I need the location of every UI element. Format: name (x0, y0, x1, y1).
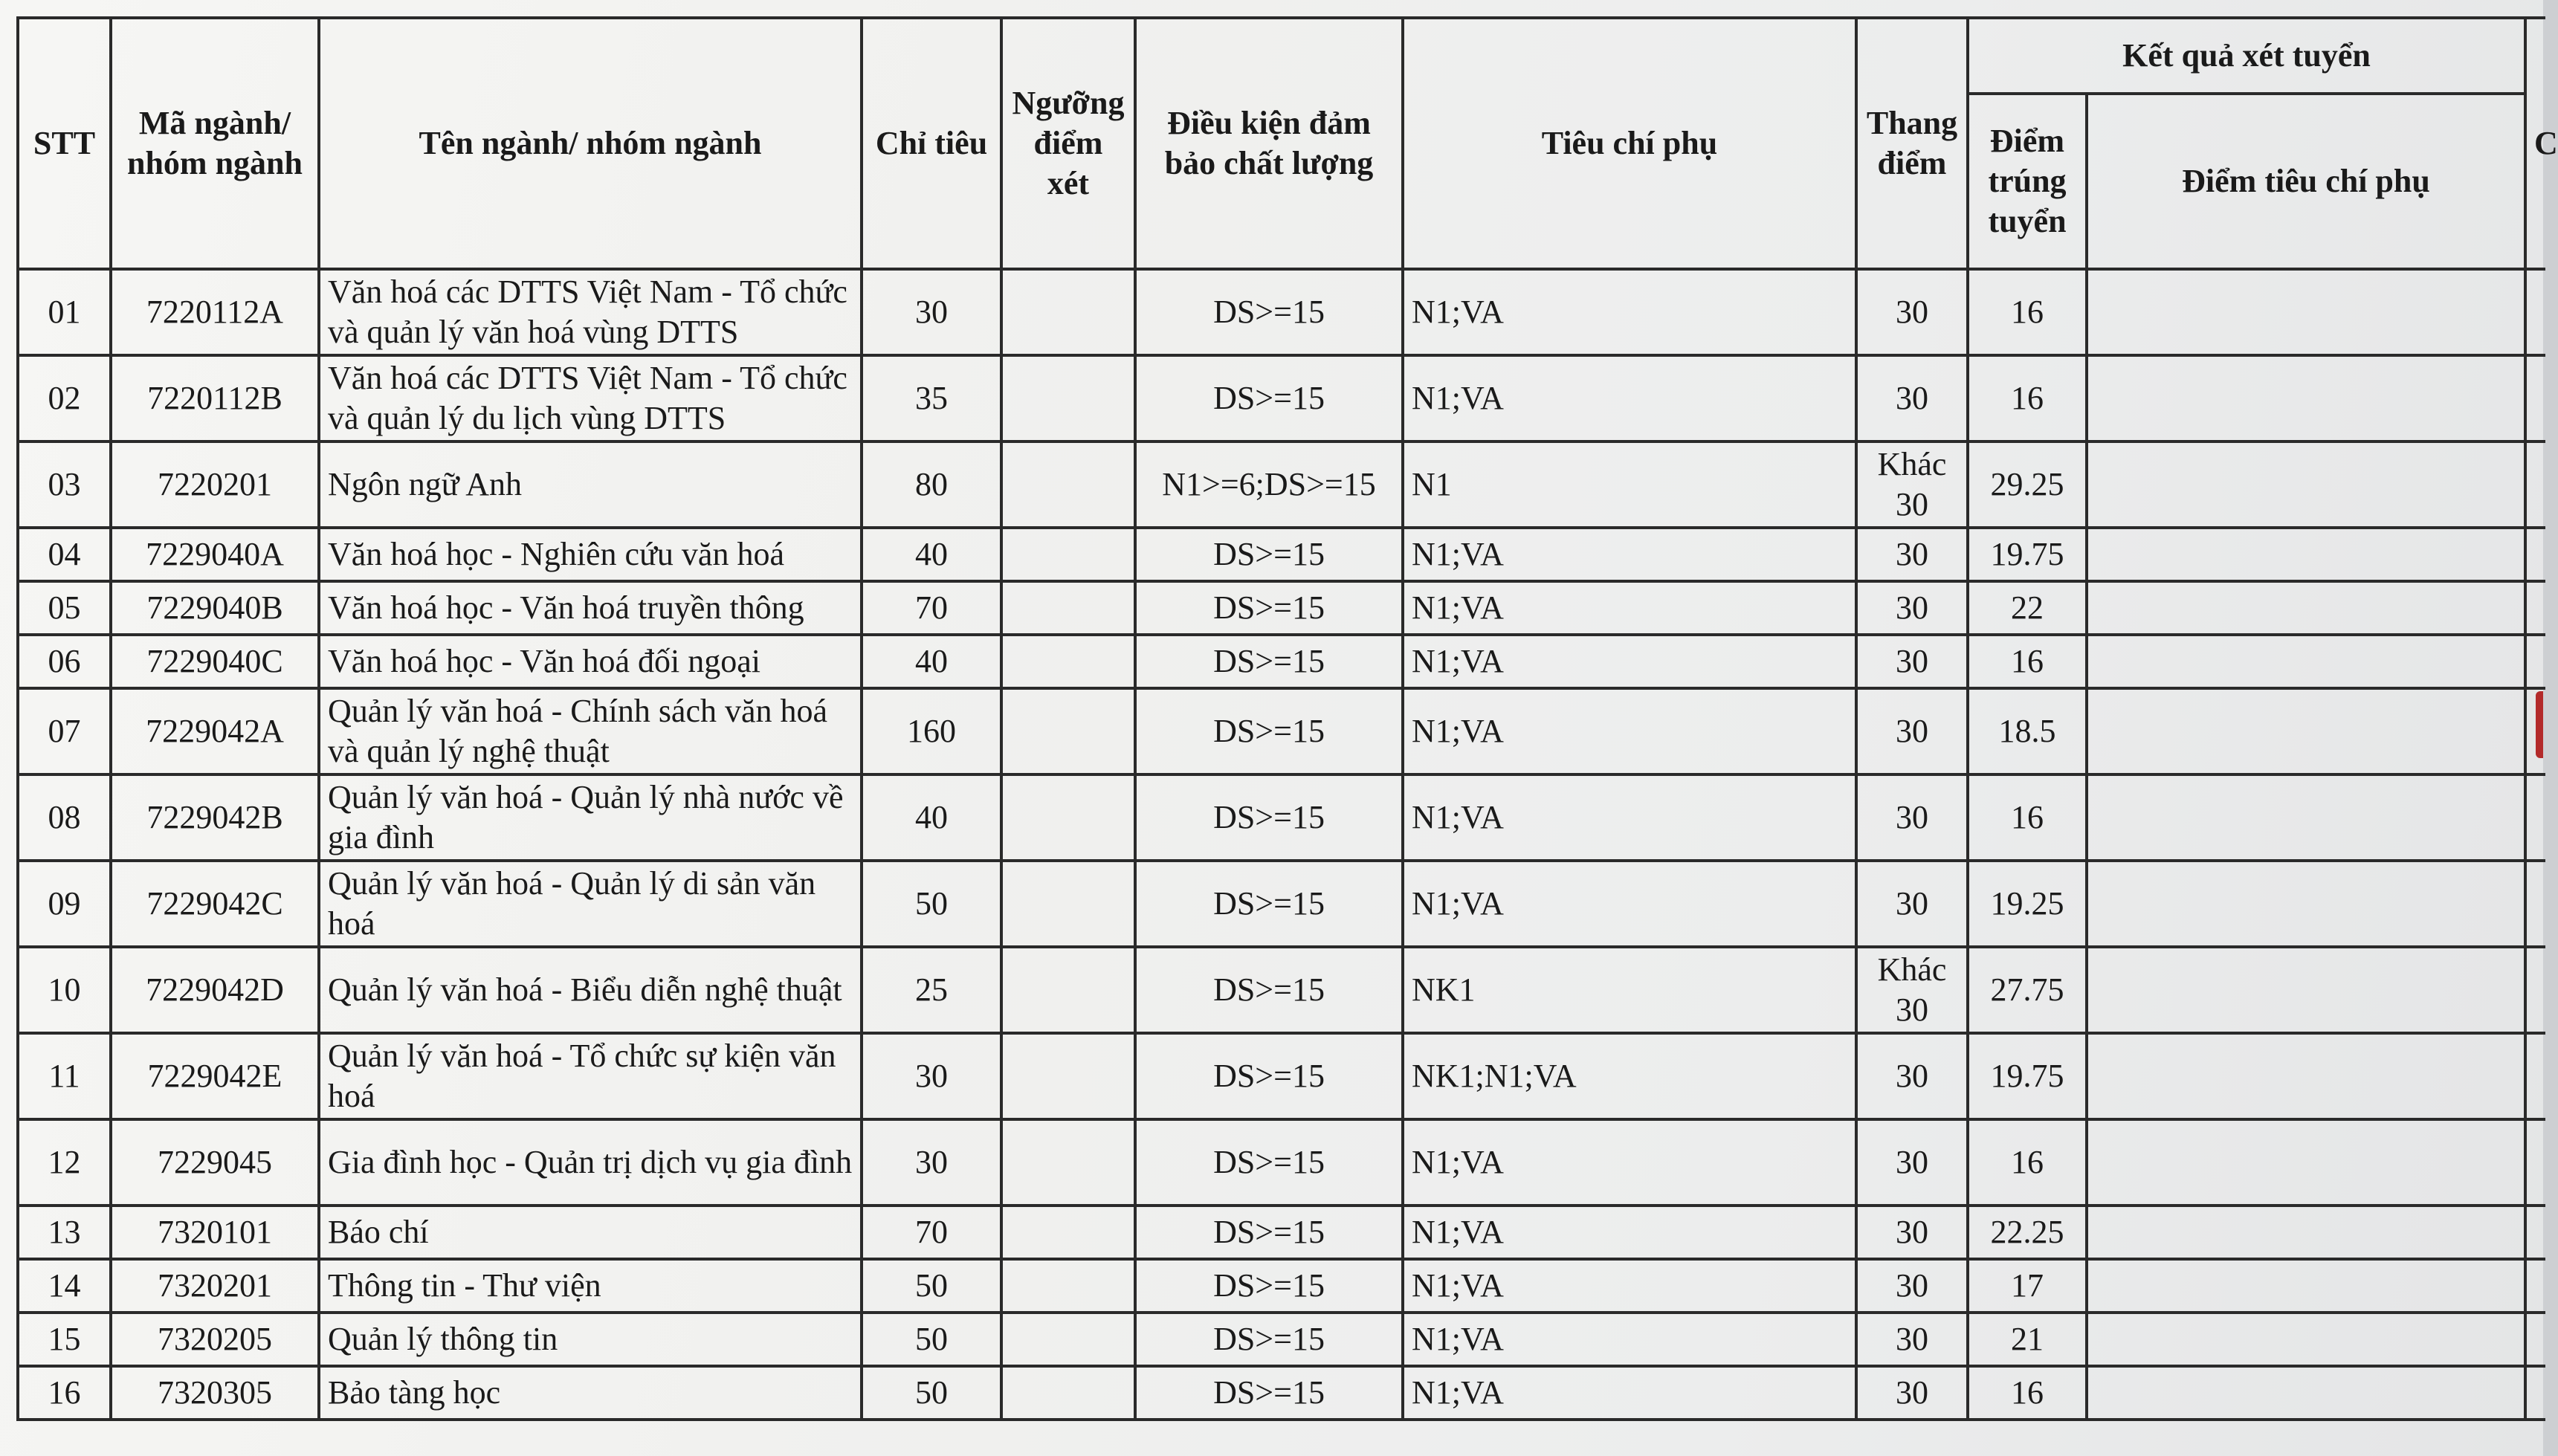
cell-criteria: N1;VA (1403, 1259, 1856, 1313)
cell-sub-score (2087, 947, 2525, 1033)
cell-cutoff: 29.25 (1968, 441, 2087, 528)
cell-stt: 11 (18, 1033, 111, 1119)
cell-name: Ngôn ngữ Anh (319, 441, 862, 528)
cell-name: Quản lý văn hoá - Chính sách văn hoá và quản lý nghệ thuật (319, 688, 862, 774)
cell-code: 7229040B (111, 581, 319, 635)
header-row-top (18, 18, 2545, 94)
cell-criteria: N1;VA (1403, 1206, 1856, 1259)
cell-cutoff: 18.5 (1968, 688, 2087, 774)
cell-stt: 03 (18, 441, 111, 528)
cell-code: 7320101 (111, 1206, 319, 1259)
cell-quota: 160 (862, 688, 1001, 774)
cell-sub-score (2087, 1206, 2525, 1259)
cell-quality: DS>=15 (1135, 861, 1403, 947)
header-code: Mã ngành/ nhóm ngành (111, 18, 319, 269)
cell-sub-score (2087, 528, 2525, 581)
cell-name: Quản lý văn hoá - Biểu diễn nghệ thuật (319, 947, 862, 1033)
cell-sub-score (2087, 1033, 2525, 1119)
cell-stt: 14 (18, 1259, 111, 1313)
header-quota: Chỉ tiêu (862, 18, 1001, 269)
cell-partial (2525, 1206, 2545, 1259)
cell-scale: 30 (1856, 1119, 1968, 1206)
cell-criteria: NK1 (1403, 947, 1856, 1033)
cell-scale: 30 (1856, 355, 1968, 441)
cell-cutoff: 19.75 (1968, 528, 2087, 581)
header-quality: Điều kiện đảm bảo chất lượng (1135, 18, 1403, 269)
cell-partial (2525, 1259, 2545, 1313)
cell-name: Quản lý văn hoá - Quản lý nhà nước về gia đình (319, 774, 862, 861)
cell-threshold (1001, 355, 1135, 441)
cell-code: 7229042A (111, 688, 319, 774)
cell-quota: 25 (862, 947, 1001, 1033)
cell-code: 7220112A (111, 269, 319, 355)
cell-sub-score (2087, 688, 2525, 774)
cell-scale: 30 (1856, 635, 1968, 688)
cell-stt: 09 (18, 861, 111, 947)
cell-stt: 16 (18, 1366, 111, 1420)
header-name: Tên ngành/ nhóm ngành (319, 18, 862, 269)
cell-quality: DS>=15 (1135, 688, 1403, 774)
header-sub-score: Điểm tiêu chí phụ (2087, 94, 2525, 269)
cell-threshold (1001, 1366, 1135, 1420)
cell-code: 7220201 (111, 441, 319, 528)
cell-quota: 50 (862, 861, 1001, 947)
cell-quality: DS>=15 (1135, 947, 1403, 1033)
cell-code: 7220112B (111, 355, 319, 441)
cell-quality: DS>=15 (1135, 355, 1403, 441)
table-row (18, 635, 2545, 688)
cell-threshold (1001, 635, 1135, 688)
cell-cutoff: 16 (1968, 269, 2087, 355)
cell-cutoff: 21 (1968, 1313, 2087, 1366)
table-row (18, 1206, 2545, 1259)
header-cutoff: Điểm trúng tuyển (1968, 94, 2087, 269)
cell-threshold (1001, 1313, 1135, 1366)
cell-criteria: NK1;N1;VA (1403, 1033, 1856, 1119)
cell-sub-score (2087, 774, 2525, 861)
cell-scale: 30 (1856, 528, 1968, 581)
cell-quota: 70 (862, 1206, 1001, 1259)
table-row (18, 1033, 2545, 1119)
cell-quality: DS>=15 (1135, 774, 1403, 861)
cell-quota: 50 (862, 1259, 1001, 1313)
red-margin-mark (2536, 691, 2543, 758)
cell-name: Văn hoá học - Văn hoá truyền thông (319, 581, 862, 635)
cell-name: Gia đình học - Quản trị dịch vụ gia đình (319, 1119, 862, 1206)
cell-sub-score (2087, 1366, 2525, 1420)
cell-quota: 50 (862, 1313, 1001, 1366)
cell-name: Quản lý văn hoá - Quản lý di sản văn hoá (319, 861, 862, 947)
cell-code: 7229040C (111, 635, 319, 688)
cell-sub-score (2087, 269, 2525, 355)
table-row (18, 774, 2545, 861)
cell-quality: DS>=15 (1135, 1119, 1403, 1206)
table-body (18, 269, 2545, 1420)
cell-quality: DS>=15 (1135, 1313, 1403, 1366)
table-row (18, 688, 2545, 774)
cell-quota: 40 (862, 774, 1001, 861)
cell-criteria: N1;VA (1403, 269, 1856, 355)
cell-partial (2525, 1033, 2545, 1119)
cell-stt: 10 (18, 947, 111, 1033)
cell-scale: 30 (1856, 1206, 1968, 1259)
table-row (18, 528, 2545, 581)
cell-scale: 30 (1856, 861, 1968, 947)
cell-threshold (1001, 947, 1135, 1033)
cell-sub-score (2087, 635, 2525, 688)
cell-scale: 30 (1856, 269, 1968, 355)
cell-stt: 13 (18, 1206, 111, 1259)
cell-quota: 50 (862, 1366, 1001, 1420)
cell-stt: 12 (18, 1119, 111, 1206)
cell-sub-score (2087, 355, 2525, 441)
cell-sub-score (2087, 1119, 2525, 1206)
header-result-group: Kết quả xét tuyển (1968, 18, 2525, 94)
cell-scale: 30 (1856, 1259, 1968, 1313)
cell-scale: 30 (1856, 1033, 1968, 1119)
cell-cutoff: 19.25 (1968, 861, 2087, 947)
cell-sub-score (2087, 1259, 2525, 1313)
cell-code: 7229042B (111, 774, 319, 861)
cell-quality: DS>=15 (1135, 528, 1403, 581)
cell-threshold (1001, 528, 1135, 581)
cell-scale: Khác 30 (1856, 441, 1968, 528)
cell-sub-score (2087, 861, 2525, 947)
cell-quality: DS>=15 (1135, 581, 1403, 635)
cell-cutoff: 16 (1968, 774, 2087, 861)
cell-sub-score (2087, 1313, 2525, 1366)
header-threshold: Ngưỡng điểm xét (1001, 18, 1135, 269)
cell-scale: 30 (1856, 688, 1968, 774)
cell-code: 7320205 (111, 1313, 319, 1366)
cell-partial (2525, 774, 2545, 861)
cell-threshold (1001, 441, 1135, 528)
cell-code: 7229045 (111, 1119, 319, 1206)
cell-partial (2525, 355, 2545, 441)
cell-partial (2525, 1313, 2545, 1366)
cell-quota: 70 (862, 581, 1001, 635)
cell-criteria: N1;VA (1403, 1313, 1856, 1366)
cell-code: 7229040A (111, 528, 319, 581)
cell-stt: 07 (18, 688, 111, 774)
cell-quota: 40 (862, 528, 1001, 581)
cell-name: Quản lý thông tin (319, 1313, 862, 1366)
cell-sub-score (2087, 441, 2525, 528)
cell-threshold (1001, 1033, 1135, 1119)
table-row (18, 861, 2545, 947)
cell-threshold (1001, 1119, 1135, 1206)
cell-stt: 06 (18, 635, 111, 688)
cell-quality: DS>=15 (1135, 1259, 1403, 1313)
table-row (18, 947, 2545, 1033)
cell-partial (2525, 581, 2545, 635)
cell-threshold (1001, 861, 1135, 947)
cell-stt: 02 (18, 355, 111, 441)
cell-partial (2525, 1119, 2545, 1206)
cell-partial (2525, 441, 2545, 528)
table-row (18, 1366, 2545, 1420)
cell-scale: 30 (1856, 1313, 1968, 1366)
admission-results-table (16, 16, 2558, 1421)
cell-threshold (1001, 774, 1135, 861)
table-row (18, 269, 2545, 355)
cell-partial (2525, 861, 2545, 947)
cell-partial (2525, 635, 2545, 688)
table-row (18, 581, 2545, 635)
cell-quota: 40 (862, 635, 1001, 688)
cell-name: Quản lý văn hoá - Tổ chức sự kiện văn hoá (319, 1033, 862, 1119)
cell-name: Văn hoá học - Văn hoá đối ngoại (319, 635, 862, 688)
cell-threshold (1001, 688, 1135, 774)
cell-quota: 30 (862, 1033, 1001, 1119)
cell-criteria: N1;VA (1403, 861, 1856, 947)
cell-criteria: N1 (1403, 441, 1856, 528)
cell-criteria: N1;VA (1403, 1366, 1856, 1420)
cell-criteria: N1;VA (1403, 774, 1856, 861)
cell-quality: N1>=6;DS>=15 (1135, 441, 1403, 528)
cell-cutoff: 27.75 (1968, 947, 2087, 1033)
cell-scale: 30 (1856, 774, 1968, 861)
header-scale: Thang điểm (1856, 18, 1968, 269)
cell-sub-score (2087, 581, 2525, 635)
cell-cutoff: 22 (1968, 581, 2087, 635)
header-stt: STT (18, 18, 111, 269)
cell-code: 7320201 (111, 1259, 319, 1313)
cell-name: Văn hoá các DTTS Việt Nam - Tổ chức và quản lý du lịch vùng DTTS (319, 355, 862, 441)
cell-partial (2525, 528, 2545, 581)
cell-criteria: N1;VA (1403, 355, 1856, 441)
cell-cutoff: 16 (1968, 635, 2087, 688)
cell-code: 7229042E (111, 1033, 319, 1119)
cell-stt: 08 (18, 774, 111, 861)
table-row (18, 1119, 2545, 1206)
cell-cutoff: 16 (1968, 355, 2087, 441)
cell-name: Văn hoá học - Nghiên cứu văn hoá (319, 528, 862, 581)
cell-quality: DS>=15 (1135, 1033, 1403, 1119)
cell-threshold (1001, 1206, 1135, 1259)
cell-cutoff: 19.75 (1968, 1033, 2087, 1119)
cell-code: 7229042C (111, 861, 319, 947)
cell-quota: 30 (862, 1119, 1001, 1206)
cell-partial (2525, 1366, 2545, 1420)
header-criteria: Tiêu chí phụ (1403, 18, 1856, 269)
cell-criteria: N1;VA (1403, 688, 1856, 774)
cell-quality: DS>=15 (1135, 635, 1403, 688)
cell-quality: DS>=15 (1135, 1366, 1403, 1420)
cell-name: Văn hoá các DTTS Việt Nam - Tổ chức và quản lý văn hoá vùng DTTS (319, 269, 862, 355)
cell-quota: 35 (862, 355, 1001, 441)
table-row (18, 441, 2545, 528)
cell-partial (2525, 947, 2545, 1033)
cell-criteria: N1;VA (1403, 1119, 1856, 1206)
cell-cutoff: 16 (1968, 1119, 2087, 1206)
table-row (18, 1259, 2545, 1313)
table-row (18, 1313, 2545, 1366)
cell-stt: 05 (18, 581, 111, 635)
cell-threshold (1001, 1259, 1135, 1313)
table-row (18, 355, 2545, 441)
cell-code: 7229042D (111, 947, 319, 1033)
cell-cutoff: 16 (1968, 1366, 2087, 1420)
cell-stt: 15 (18, 1313, 111, 1366)
cell-criteria: N1;VA (1403, 635, 1856, 688)
cell-quality: DS>=15 (1135, 269, 1403, 355)
header-partial: C (2525, 18, 2545, 269)
cell-scale: Khác 30 (1856, 947, 1968, 1033)
cell-criteria: N1;VA (1403, 581, 1856, 635)
cell-cutoff: 17 (1968, 1259, 2087, 1313)
cell-quota: 30 (862, 269, 1001, 355)
cell-quota: 80 (862, 441, 1001, 528)
cell-stt: 01 (18, 269, 111, 355)
cell-threshold (1001, 269, 1135, 355)
cell-partial (2525, 269, 2545, 355)
cell-threshold (1001, 581, 1135, 635)
cell-name: Thông tin - Thư viện (319, 1259, 862, 1313)
cell-scale: 30 (1856, 1366, 1968, 1420)
cell-code: 7320305 (111, 1366, 319, 1420)
cell-quality: DS>=15 (1135, 1206, 1403, 1259)
cell-stt: 04 (18, 528, 111, 581)
cell-criteria: N1;VA (1403, 528, 1856, 581)
cell-name: Bảo tàng học (319, 1366, 862, 1420)
cell-scale: 30 (1856, 581, 1968, 635)
cell-name: Báo chí (319, 1206, 862, 1259)
cell-cutoff: 22.25 (1968, 1206, 2087, 1259)
